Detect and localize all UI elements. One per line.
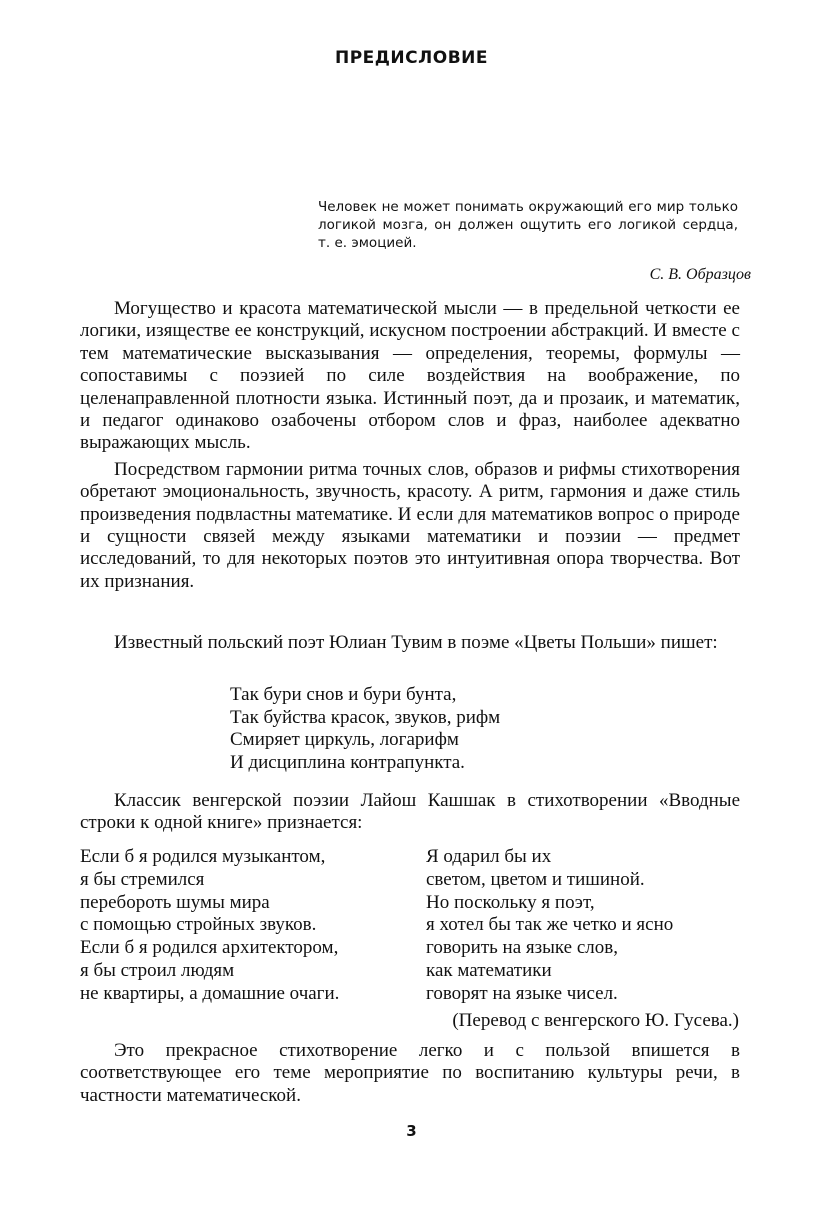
poem-line: И дисциплина контрапункта. [230, 751, 465, 773]
epigraph-author: С. В. Образцов [649, 266, 751, 283]
tuwim-intro [80, 632, 740, 654]
poem-kassak-left-column [80, 846, 339, 1006]
poem-tuwim [230, 684, 500, 774]
poem-line: Если б я родился архитектором, [80, 937, 339, 959]
poem-line: светом, цветом и тишиной. [426, 868, 645, 890]
paragraph-5: Это прекрасное стихотворение легко и с пользой впишется в соответствующее его теме мероприятие по воспитанию культуры речи, в частности математической. [80, 1040, 740, 1106]
poem-line: говорить на языке слов, [426, 937, 618, 959]
poem-line: говорят на языке чисел. [426, 982, 618, 1004]
poem-line: Так буйства красок, звуков, рифм [230, 706, 501, 728]
poem-line: Но поскольку я поэт, [426, 891, 595, 913]
poem-line: я бы строил людям [80, 959, 235, 981]
poem-line: с помощью стройных звуков. [80, 914, 317, 936]
poem-line: я бы стремился [80, 868, 205, 890]
poem-line: Так бури снов и бури бунта, [230, 684, 457, 705]
page-title: ПРЕДИСЛОВИЕ [334, 48, 488, 68]
paragraph-4: Классик венгерской поэзии Лайош Кашшак в стихотворении «Вводные строки к одной книге» признается: [80, 790, 740, 834]
poem-line: я хотел бы так же четко и ясно [426, 914, 674, 936]
epigraph-text: Человек не может понимать окружающий его мир только логикой мозга, он должен ощутить его логикой сердца, т. е. эмоцией. [318, 199, 738, 251]
intro-paragraphs [80, 298, 740, 593]
closing-paragraph [80, 1040, 740, 1107]
poem-kassak-right-column [426, 846, 673, 1006]
poem-line: Я одарил бы их [426, 846, 552, 867]
poem-line: как математики [426, 959, 552, 981]
poem-line: не квартиры, а домашние очаги. [80, 982, 340, 1004]
paragraph-1: Могущество и красота математической мысли — в предельной четкости ее логики, изяществе ее конструкций, искусном построении абстракций. И вместе с тем математические высказывания — определения, теоремы, формулы — сопоставимы с поэзией по силе воздействия на воображение, по целенаправленной плотности языка. Истинный поэт, да и прозаик, и математик, и педагог одинаково озабочены отбором слов и фраз, наиболее адекватно выражающих мысль. [80, 298, 740, 454]
kassak-intro [80, 790, 740, 835]
page-number: 3 [406, 1122, 417, 1140]
poem-line: Смиряет циркуль, логарифм [230, 729, 459, 751]
translation-note: (Перевод с венгерского Ю. Гусева.) [452, 1010, 739, 1031]
poem-line: перебороть шумы мира [80, 891, 270, 913]
paragraph-2: Посредством гармонии ритма точных слов, образов и рифмы стихотворения обретают эмоциональность, звучность, красоту. А ритм, гармония и даже стиль произведения подвластны математике. И если для математиков вопрос о природе и сущности связей между языками математики и поэзии — предмет исследований, то для некоторых поэтов это интуитивная опора творчества. Вот их признания. [80, 458, 740, 592]
paragraph-3: Известный польский поэт Юлиан Тувим в поэме «Цветы Польши» пишет: [114, 632, 718, 653]
poem-line: Если б я родился музыкантом, [80, 846, 326, 867]
